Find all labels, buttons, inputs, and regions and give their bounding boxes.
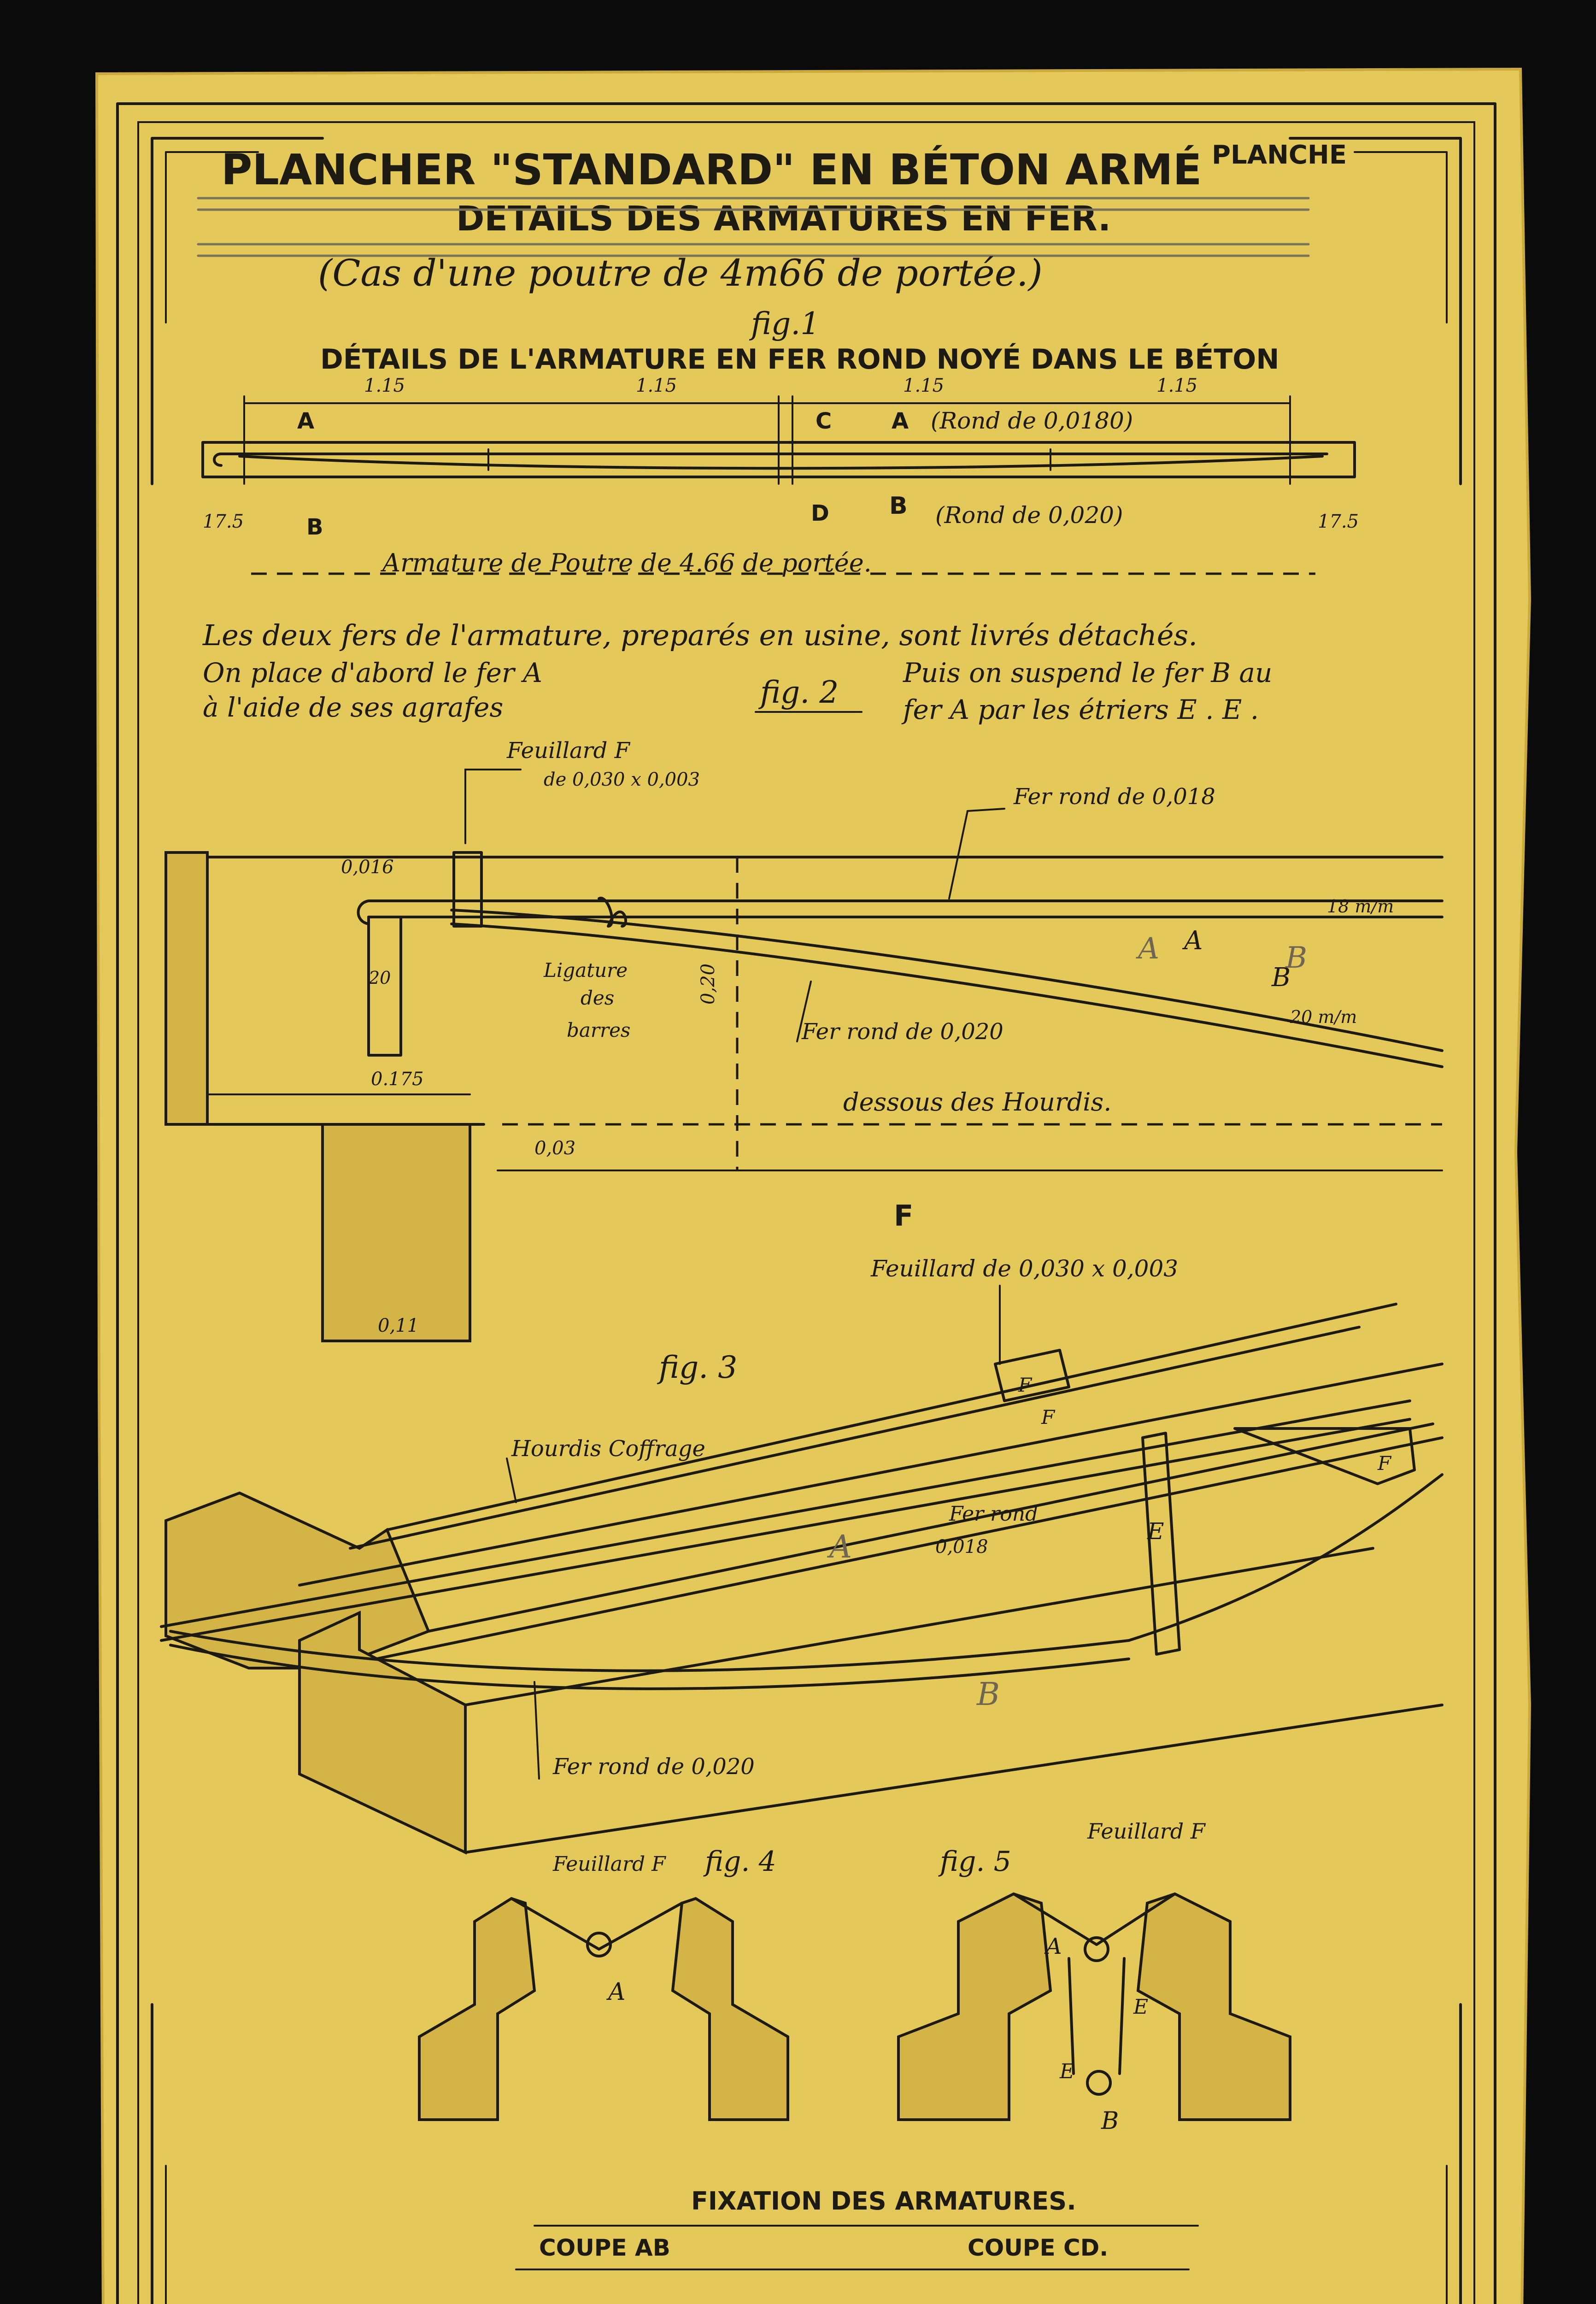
fig5-mark-b: B [1101, 2107, 1119, 2135]
fig1-rond-b: (Rond de 0,020) [935, 502, 1123, 529]
fig2-mark-a: A [1184, 926, 1203, 956]
title-line-1: PLANCHER "STANDARD" EN BÉTON ARMÉ [221, 145, 1202, 194]
fig1-end-left: 17.5 [203, 511, 244, 532]
fig2-dim-18mm: 18 m/m [1327, 896, 1394, 917]
title-line-2: DETAILS DES ARMATURES EN FER. [456, 199, 1111, 239]
note-line-1: Les deux fers de l'armature, preparés en usine, sont livrés détachés. [203, 618, 1197, 652]
fig4-mark-a: A [608, 1978, 626, 2006]
fig2-feuillard-size: de 0,030 x 0,003 [544, 769, 700, 790]
fig2-label: fig. 2 [760, 675, 839, 710]
fig2-mark-b: B [1272, 963, 1291, 993]
fig1-label: fig.1 [751, 306, 820, 341]
note-line-2b: Puis on suspend le fer B au [903, 657, 1273, 688]
fig2-feuillard: Feuillard F [507, 738, 630, 764]
coupe-cd: COUPE CD. [968, 2234, 1109, 2261]
fig2-pencil-a: A [1138, 932, 1160, 966]
fig1-mark-a2: A [892, 408, 909, 434]
paper-sheet [97, 69, 1530, 2304]
fig3-strap-f1: F [1018, 1374, 1032, 1396]
coupe-ab: COUPE AB [539, 2234, 670, 2261]
fig3-mark-a: A [829, 1529, 852, 1565]
fig3-strap-f2: F [1041, 1406, 1055, 1428]
fig2-pencil-b: B [1285, 941, 1308, 975]
fig1-span-2: 1.15 [636, 375, 677, 396]
fig1-caption: Armature de Poutre de 4.66 de portée. [382, 548, 872, 577]
fig1-mark-a: A [297, 408, 315, 434]
fig4-feuillard: Feuillard F [553, 1852, 666, 1876]
fig5-mark-a: A [1046, 1934, 1062, 1959]
fig5-feuillard: Feuillard F [1087, 1819, 1205, 1844]
fig2-fer-018: Fer rond de 0,018 [1014, 784, 1215, 810]
fig3-fer-size: 0,018 [935, 1536, 988, 1558]
fig3-feuillard: Feuillard de 0,030 x 0,003 [871, 1255, 1179, 1282]
fig2-fer-020: Fer rond de 0,020 [802, 1019, 1003, 1045]
fig2-dim-20: 20 [369, 968, 391, 988]
fig4-label: fig. 4 [705, 1846, 776, 1878]
fig2-ligature-2: des [581, 987, 615, 1009]
fig2-dim-016: 0,016 [341, 857, 394, 878]
fig2-support [323, 1124, 470, 1341]
fig1-span-4: 1.15 [1156, 375, 1198, 396]
fig3-fer-rond: Fer rond [949, 1502, 1039, 1526]
fig1-mark-b2: B [889, 492, 908, 520]
fig3-fer-020: Fer rond de 0,020 [553, 1754, 755, 1780]
fig1-heading: DÉTAILS DE L'ARMATURE EN FER ROND NOYÉ DANS LE BÉTON [320, 343, 1279, 376]
fig2-ligature-1: Ligature [544, 959, 628, 982]
fig2-dessous: dessous des Hourdis. [843, 1087, 1112, 1117]
fig1-end-right: 17.5 [1318, 511, 1359, 532]
fig1-mark-b: B [306, 514, 323, 540]
fig5-mark-e: E [1133, 1995, 1149, 2019]
fig5-label: fig. 5 [940, 1846, 1011, 1878]
note-line-3a: à l'aide de ses agrafes [203, 692, 504, 723]
fig5-mark-e2: E [1060, 2060, 1075, 2083]
fig2-ligature-3: barres [567, 1019, 631, 1041]
planche-label: PLANCHE [1212, 140, 1347, 170]
fig2-dim-175: 0.175 [371, 1069, 424, 1090]
fig3-mark-e: E [1147, 1518, 1164, 1545]
fig1-span-1: 1.15 [364, 375, 405, 396]
fig2-dim-011: 0,11 [378, 1315, 419, 1336]
fig1-mark-c: C [816, 408, 832, 434]
fig2-dim-003: 0,03 [534, 1138, 576, 1159]
fig3-f-mark: F [894, 1199, 914, 1233]
title-line-3: (Cas d'une poutre de 4m66 de portée.) [318, 252, 1043, 294]
fig3-label: fig. 3 [659, 1350, 738, 1385]
fig3-mark-b: B [977, 1676, 1000, 1713]
fig2-dim-20mm: 20 m/m [1290, 1007, 1357, 1027]
fig3-strap-f3: F [1378, 1452, 1391, 1475]
fig1-rond-a: (Rond de 0,0180) [931, 407, 1133, 434]
fig2-wall [166, 852, 207, 1124]
fig3-hourdis: Hourdis Coffrage [511, 1436, 705, 1462]
fig2-dim-020: 0,20 [698, 963, 719, 1005]
note-line-3b: fer A par les étriers E . E . [903, 694, 1259, 725]
fig1-span-3: 1.15 [903, 375, 945, 396]
fig1-mark-d: D [811, 500, 829, 526]
note-line-2a: On place d'abord le fer A [203, 657, 542, 688]
fixation-title: FIXATION DES ARMATURES. [691, 2186, 1076, 2216]
